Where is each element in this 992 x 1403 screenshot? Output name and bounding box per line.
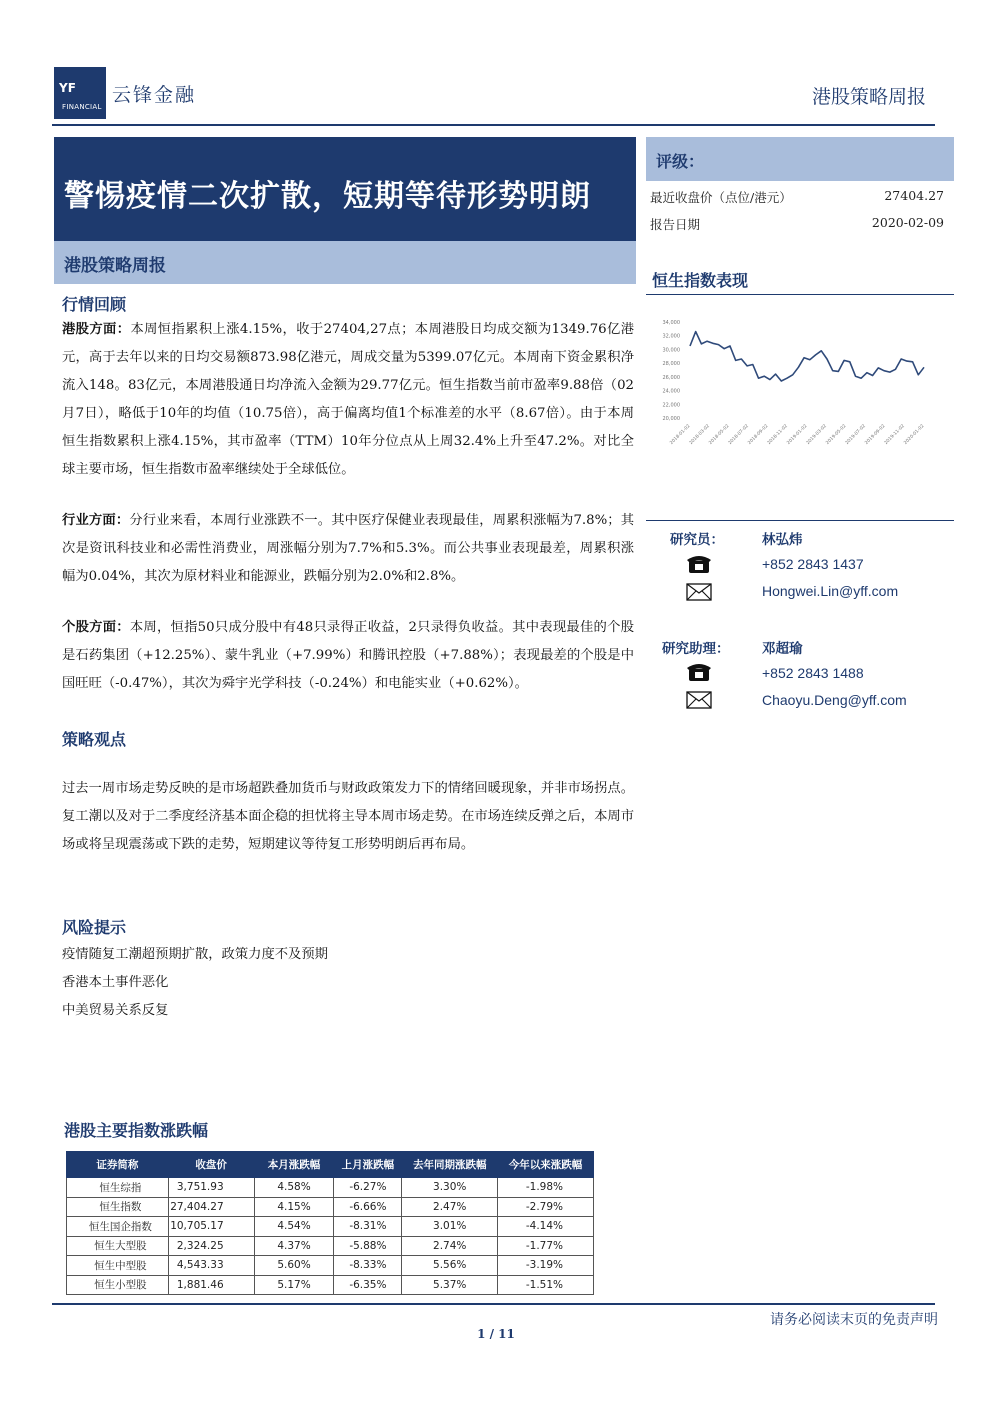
paragraph-hk-market xyxy=(62,316,634,484)
table-cell: -1.77% xyxy=(498,1236,594,1256)
y-tick-label: 32,000 xyxy=(662,333,680,340)
table-cell: -6.27% xyxy=(334,1178,402,1198)
paragraph-industry xyxy=(62,507,634,591)
table-row xyxy=(67,1275,594,1295)
table-cell: 恒生大型股 xyxy=(67,1236,169,1256)
table-cell: 4,543.33 xyxy=(168,1256,254,1276)
section-heading-strategy: 策略观点 xyxy=(62,730,127,749)
email-icon xyxy=(686,582,712,602)
table-cell: -1.98% xyxy=(498,1178,594,1198)
table-cell: 4.15% xyxy=(254,1197,334,1217)
x-tick-label: 2018-05-02 xyxy=(708,423,731,446)
table-cell: 4.37% xyxy=(254,1236,334,1256)
x-tick-label: 2019-09-02 xyxy=(864,423,887,446)
table-cell: -6.35% xyxy=(334,1275,402,1295)
report-title: 警惕疫情二次扩散，短期等待形势明朗 xyxy=(64,179,591,214)
analyst-name: 林弘炜 xyxy=(762,532,803,548)
close-price-row xyxy=(650,188,944,206)
analyst-role: 研究员： xyxy=(670,532,724,548)
x-tick-label: 2018-11-02 xyxy=(766,423,789,446)
x-tick-label: 2018-01-02 xyxy=(669,423,692,446)
analyst-phone[interactable]: +852 2843 1437 xyxy=(762,556,864,572)
x-tick-label: 2020-01-02 xyxy=(903,423,926,446)
column-header: 去年同期涨跌幅 xyxy=(402,1152,498,1178)
risk-item: 疫情随复工潮超预期扩散，政策力度不及预期 xyxy=(62,947,328,962)
analyst-divider xyxy=(646,520,954,521)
chart-divider xyxy=(646,294,954,295)
table-cell: -8.31% xyxy=(334,1217,402,1237)
table-cell: 2,324.25 xyxy=(168,1236,254,1256)
risk-item: 香港本土事件恶化 xyxy=(62,975,169,990)
assistant-name: 邓超瑜 xyxy=(762,641,803,657)
table-cell: 2.74% xyxy=(402,1236,498,1256)
table-header-row xyxy=(67,1152,594,1178)
disclaimer-note: 请务必阅读末页的免责声明 xyxy=(770,1312,938,1328)
table-cell: 恒生小型股 xyxy=(67,1275,169,1295)
section-heading-risk: 风险提示 xyxy=(62,918,127,937)
paragraph-strategy: 过去一周市场走势反映的是市场超跌叠加货币与财政政策发力下的情绪回暖现象，并非市场拐点。复工潮以及对于二季度经济基本面企稳的担忧将主导本周市场走势。在市场连续反弹之后，本周市场或将呈现震荡或下跌的走势，短期建议等待复工形势明朗后再布局。 xyxy=(62,781,634,852)
analyst-email[interactable]: Hongwei.Lin@yff.com xyxy=(762,583,899,599)
stocks-text: 本周，恒指50只成分股中有48只录得正收益，2只录得负收益。其中表现最佳的个股是石药集团（+12.25%）、蒙牛乳业（+7.99%）和腾讯控股（+7.88%）；表现最差的个股是中国旺旺（-0.47%），其次为舜宇光学科技（-0.24%）和电能实业（+0.62%）。 xyxy=(62,620,634,691)
table-cell: 3.30% xyxy=(402,1178,498,1198)
index-performance-table xyxy=(66,1151,594,1295)
y-tick-label: 22,000 xyxy=(662,402,680,409)
section-heading-market-review: 行情回顾 xyxy=(62,295,127,314)
hk-market-text: 本周恒指累积上涨4.15%，收于27404,27点；本周港股日均成交额为1349.76亿港元，高于去年以来的日均交易额873.98亿港元，周成交量为5399.07亿元。本周南下资金累积净流入148。83亿元，本周港股通日均净流入金额为29.77亿元。恒生指数当前市盈率9.88倍（02月7日），略低于10年的均值（10.75倍），高于偏离均值1个标准差的水平（8.67倍）。由于本周恒生指数累积上涨4.15%，其市盈率（TTM）10年分位点从上周32.4%上升至47.2%。对比全球主要市场，恒生指数市盈率继续处于全球低位。 xyxy=(62,322,634,477)
subtitle-banner xyxy=(54,241,636,284)
assistant-phone[interactable]: +852 2843 1488 xyxy=(762,665,864,681)
table-cell: 恒生中型股 xyxy=(67,1256,169,1276)
logo-subtext: FINANCIAL xyxy=(62,103,102,111)
table-cell: 27,404.27 xyxy=(168,1197,254,1217)
table-cell: 2.47% xyxy=(402,1197,498,1217)
chart-title: 恒生指数表现 xyxy=(652,271,749,290)
table-cell: -3.19% xyxy=(498,1256,594,1276)
column-header: 证券简称 xyxy=(67,1152,169,1178)
table-cell: -2.79% xyxy=(498,1197,594,1217)
hk-market-label: 港股方面： xyxy=(62,322,131,337)
column-header: 今年以来涨跌幅 xyxy=(498,1152,594,1178)
x-tick-label: 2019-03-02 xyxy=(805,423,828,446)
column-header: 收盘价 xyxy=(168,1152,254,1178)
table-cell: 恒生综指 xyxy=(67,1178,169,1198)
brand-name: 云锋金融 xyxy=(112,84,197,106)
table-cell: 10,705.17 xyxy=(168,1217,254,1237)
x-tick-label: 2019-07-02 xyxy=(844,423,867,446)
table-cell: 3,751.93 xyxy=(168,1178,254,1198)
rating-bar xyxy=(646,137,954,181)
table-cell: 5.17% xyxy=(254,1275,334,1295)
rating-label: 评级： xyxy=(656,152,705,171)
table-cell: 5.37% xyxy=(402,1275,498,1295)
table-cell: 4.54% xyxy=(254,1217,334,1237)
table-cell: 恒生国企指数 xyxy=(67,1217,169,1237)
y-tick-label: 30,000 xyxy=(662,347,680,354)
table-row xyxy=(67,1236,594,1256)
logo-mark: YF xyxy=(59,81,76,95)
report-subtitle: 港股策略周报 xyxy=(64,256,166,276)
table-cell: 5.56% xyxy=(402,1256,498,1276)
paragraph-stocks xyxy=(62,614,634,698)
stocks-label: 个股方面： xyxy=(62,620,130,635)
table-row xyxy=(67,1197,594,1217)
report-date-label: 报告日期 xyxy=(650,217,701,232)
report-date-value: 2020-02-09 xyxy=(871,215,944,230)
x-tick-label: 2019-05-02 xyxy=(825,423,848,446)
footer-divider xyxy=(52,1303,935,1305)
table-row xyxy=(67,1178,594,1198)
header-divider xyxy=(52,124,935,126)
hsi-line-chart xyxy=(648,312,938,454)
x-tick-label: 2018-09-02 xyxy=(747,423,770,446)
table-cell: 5.60% xyxy=(254,1256,334,1276)
industry-label: 行业方面： xyxy=(62,513,130,528)
close-price-label: 最近收盘价（点位/港元） xyxy=(650,190,792,205)
table-row xyxy=(67,1256,594,1276)
table-cell: 1,881.46 xyxy=(168,1275,254,1295)
table-cell: 3.01% xyxy=(402,1217,498,1237)
table-cell: 4.58% xyxy=(254,1178,334,1198)
table-row xyxy=(67,1217,594,1237)
close-price-value: 27404.27 xyxy=(884,188,944,203)
y-tick-label: 26,000 xyxy=(662,374,680,381)
company-logo xyxy=(54,67,106,119)
email-icon xyxy=(686,690,712,710)
report-date-row xyxy=(650,215,944,233)
table-cell: -4.14% xyxy=(498,1217,594,1237)
page-number: 1 / 11 xyxy=(477,1327,515,1341)
risk-item: 中美贸易关系反复 xyxy=(62,1003,169,1018)
phone-icon xyxy=(686,554,712,574)
table-cell: -5.88% xyxy=(334,1236,402,1256)
assistant-email[interactable]: Chaoyu.Deng@yff.com xyxy=(762,692,907,708)
table-title: 港股主要指数涨跌幅 xyxy=(64,1121,209,1140)
y-tick-label: 24,000 xyxy=(662,388,680,395)
industry-text: 分行业来看，本周行业涨跌不一。其中医疗保健业表现最佳，周累积涨幅为7.8%；其次是资讯科技业和必需性消费业，周涨幅分别为7.7%和5.3%。而公共事业表现最差，周累积涨幅为0.04%，其次为原材料业和能源业，跌幅分别为2.0%和2.8%。 xyxy=(62,513,635,584)
phone-icon xyxy=(686,662,712,682)
column-header: 本月涨跌幅 xyxy=(254,1152,334,1178)
title-banner xyxy=(54,137,636,241)
assistant-role: 研究助理： xyxy=(662,641,730,657)
report-type: 港股策略周报 xyxy=(811,86,926,108)
table-cell: -1.51% xyxy=(498,1275,594,1295)
table-cell: -6.66% xyxy=(334,1197,402,1217)
table-cell: 恒生指数 xyxy=(67,1197,169,1217)
y-tick-label: 34,000 xyxy=(662,320,680,326)
y-tick-label: 28,000 xyxy=(662,361,680,368)
x-tick-label: 2018-07-02 xyxy=(727,423,750,446)
table-cell: -8.33% xyxy=(334,1256,402,1276)
column-header: 上月涨跌幅 xyxy=(334,1152,402,1178)
y-tick-label: 20,000 xyxy=(662,416,680,422)
x-tick-label: 2019-01-02 xyxy=(786,423,809,446)
x-tick-label: 2019-11-02 xyxy=(883,423,906,446)
hsi-series-line xyxy=(690,332,924,381)
x-tick-label: 2018-03-02 xyxy=(688,423,711,446)
